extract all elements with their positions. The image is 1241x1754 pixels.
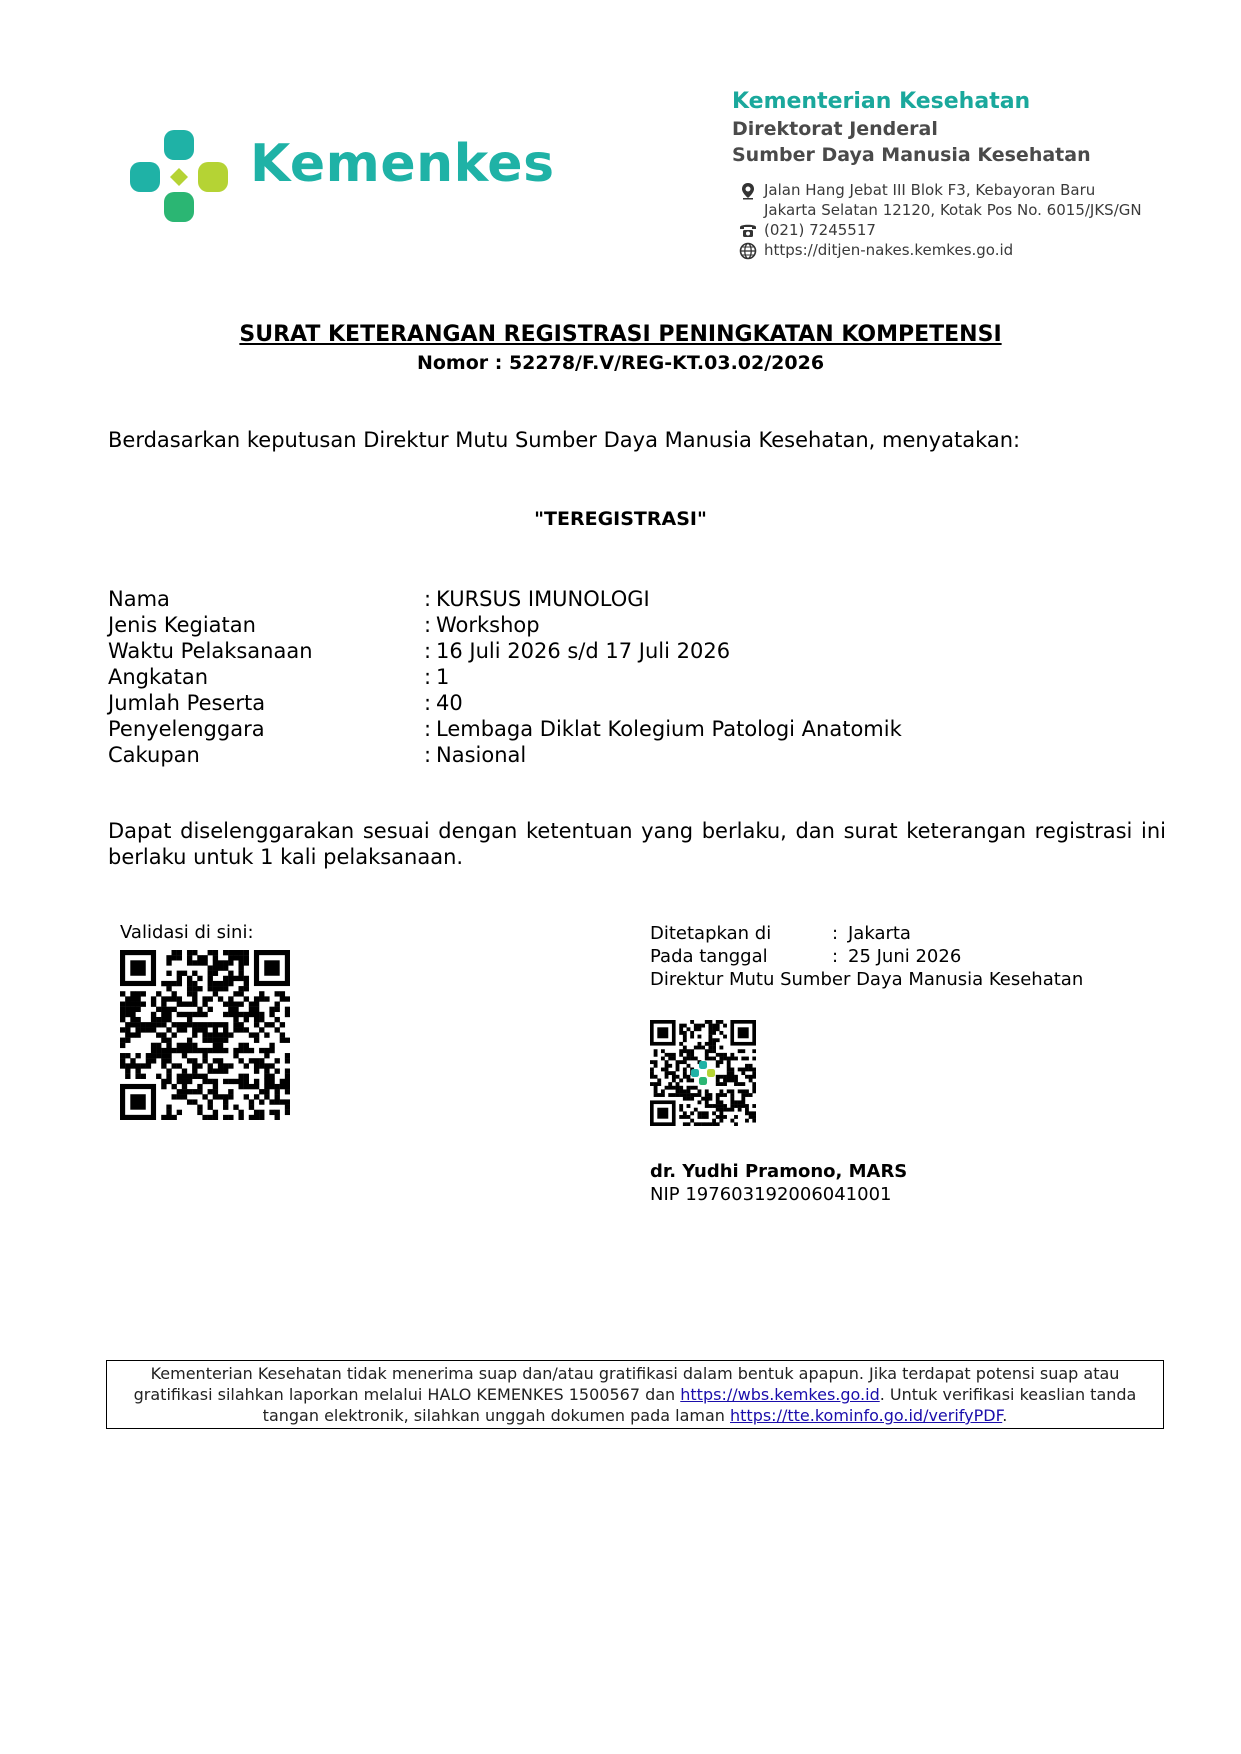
ministry-name: Kementerian Kesehatan [732,89,1031,114]
document-title-block [0,320,1241,376]
detail-row: Cakupan : Nasional [108,743,527,767]
kemenkes-emblem-icon [128,128,232,224]
qr-code-icon [650,1020,756,1126]
validation-qr-code[interactable] [120,950,290,1120]
phone-number: (021) 7245517 [764,221,876,239]
location-pin-icon [732,180,764,200]
validation-label: Validasi di sini: [120,922,254,943]
directorate-line-2: Sumber Daya Manusia Kesehatan [732,144,1091,166]
address-line-2: Jakarta Selatan 12120, Kotak Pos No. 6015/JKS/GN [764,201,1142,219]
registration-status: "TEREGISTRASI" [534,508,707,530]
detail-label: Nama [108,587,170,611]
detail-row: Penyelenggara : Lembaga Diklat Kolegium Patologi Anatomik [108,717,902,741]
website-row [732,240,1202,260]
detail-row: Jenis Kegiatan : Workshop [108,613,540,637]
detail-row: Waktu Pelaksanaan : 16 Juli 2026 s/d 17 Juli 2026 [108,639,731,663]
document-title: SURAT KETERANGAN REGISTRASI PENINGKATAN KOMPETENSI [239,322,1002,347]
detail-label: Waktu Pelaksanaan [108,639,313,663]
directorate-line-1: Direktorat Jenderal [732,118,938,140]
logo-wordmark: Kemenkes [250,134,555,194]
detail-value: 16 Juli 2026 s/d 17 Juli 2026 [436,639,731,663]
detail-value: KURSUS IMUNOLOGI [436,587,650,611]
detail-value: Workshop [436,613,540,637]
intro-statement: Berdasarkan keputusan Direktur Mutu Sumber Daya Manusia Kesehatan, menyatakan: [108,428,1021,452]
phone-row [732,220,1202,240]
qr-code-icon [120,950,290,1120]
contact-block [732,180,1202,260]
signer-position: Direktur Mutu Sumber Daya Manusia Kesehatan [650,969,1084,990]
detail-label: Jumlah Peserta [108,691,266,715]
detail-row: Angkatan : 1 [108,665,450,689]
detail-label: Angkatan [108,665,209,689]
signer-nip: NIP 197603192006041001 [650,1184,892,1205]
wbs-link[interactable]: https://wbs.kemkes.go.id [680,1385,880,1404]
detail-label: Penyelenggara [108,717,265,741]
address-line-1: Jalan Hang Jebat III Blok F3, Kebayoran Baru [764,181,1096,199]
activity-details [108,586,902,768]
document-number: Nomor : 52278/F.V/REG-KT.03.02/2026 [416,352,825,374]
detail-row: Nama : KURSUS IMUNOLOGI [108,587,650,611]
place-row: Ditetapkan di : Jakarta [650,923,911,944]
detail-row: Jumlah Peserta : 40 [108,691,463,715]
address-row [732,180,1202,200]
detail-label: Cakupan [108,743,200,767]
verify-pdf-link[interactable]: https://tte.kominfo.go.id/verifyPDF [730,1406,1003,1425]
closing-statement: Dapat diselenggarakan sesuai dengan ketentuan yang berlaku, dan surat keterangan registrasi ini berlaku untuk 1 kali pelaksanaan. [108,819,1166,869]
detail-value: Lembaga Diklat Kolegium Patologi Anatomik [436,717,902,741]
detail-value: 40 [436,691,463,715]
signature-block [650,922,1083,991]
detail-value: Nasional [436,743,527,767]
website-url: https://ditjen-nakes.kemkes.go.id [764,241,1014,259]
anti-gratification-notice: Kementerian Kesehatan tidak menerima suap dan/atau gratifikasi dalam bentuk apapun. Jika terdapat potensi suap atau gratifikasi silahkan laporkan melalui HALO KEMENKES 1500567 dan https://wbs.kemkes.go.id. Untuk verifikasi keaslian tanda tangan elektronik, silahkan unggah dokumen pada laman https://tte.kominfo.go.id/verifyPDF. [106,1360,1164,1429]
kemenkes-logo [128,128,588,224]
ministry-letterhead [732,88,1202,260]
place-value: Jakarta [848,923,911,944]
address-row-2 [732,200,1202,220]
detail-value: 1 [436,665,450,689]
date-row: Pada tanggal : 25 Juni 2026 [650,946,962,967]
signer-block [650,1160,907,1206]
globe-icon [732,240,764,260]
date-value: 25 Juni 2026 [848,946,962,967]
signer-name: dr. Yudhi Pramono, MARS [650,1161,908,1182]
e-signature-qr-code[interactable] [650,1020,756,1126]
detail-label: Jenis Kegiatan [108,613,256,637]
phone-icon [732,220,764,238]
